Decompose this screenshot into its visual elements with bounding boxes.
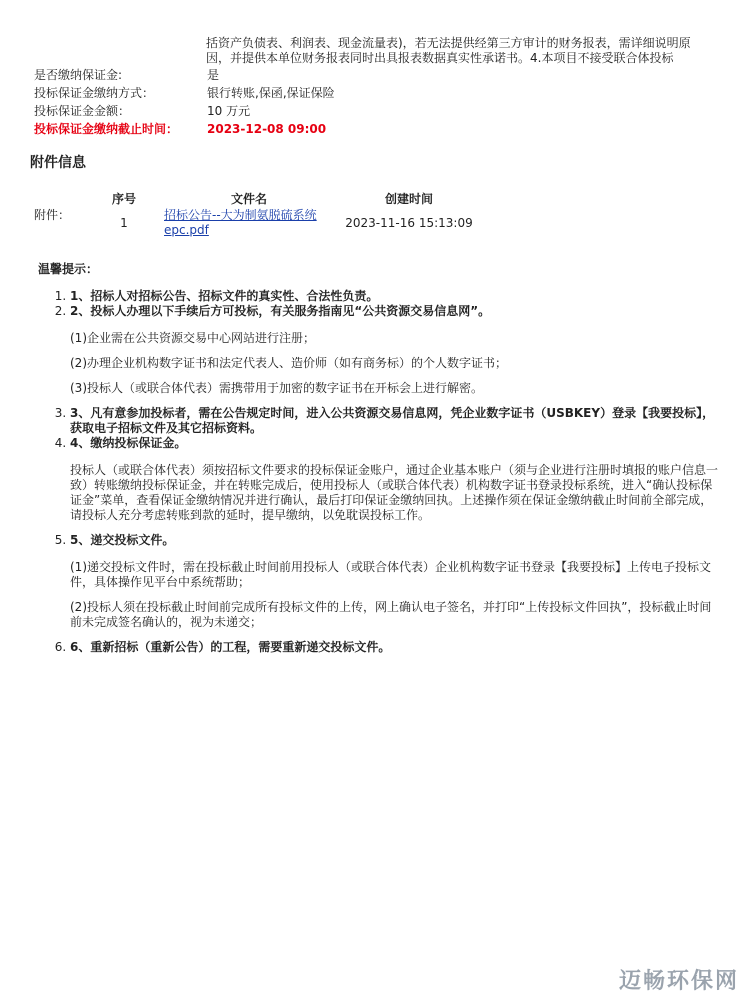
attachments-section-title: 附件信息 — [30, 155, 86, 171]
info-row-deposit-amount — [34, 104, 714, 120]
tips-sub: (1)企业需在公共资源交易中心网站进行注册； — [70, 331, 315, 345]
attachment-link[interactable]: 招标公告--大为制氨脱硫系统epc.pdf — [164, 208, 317, 237]
info-row-deposit-method — [34, 86, 714, 102]
info-value: 2023-12-08 09:00 — [207, 122, 327, 136]
tips-item-head: 1. 1、招标人对招标公告、招标文件的真实性、合法性负责。 — [70, 289, 379, 303]
attachments-label: 附件： — [34, 208, 71, 222]
tips-item-5 — [70, 533, 720, 630]
cell-no: 1 — [120, 216, 128, 230]
attachments-table — [84, 190, 484, 238]
info-continuation-text: 括资产负债表、利润表、现金流量表)，若无法提供经第三方审计的财务报表，需详细说明原因，并提供本单位财务报表同时出具报表数据真实性承诺书。4.本项目不接受联合体投标 — [206, 36, 691, 65]
info-row-deposit-required — [34, 68, 714, 84]
tips-sub: (2)投标人须在投标截止时间前完成所有投标文件的上传，网上确认电子签名，并打印“上传投标文件回执”，投标截止时间前未完成签名确认的，视为未递交； — [70, 600, 712, 629]
cell-time: 2023-11-16 15:13:09 — [345, 216, 473, 230]
table-row — [84, 208, 484, 238]
cell-name — [164, 208, 334, 238]
tips-title: 温馨提示： — [38, 262, 99, 276]
tips-item-3 — [70, 406, 720, 436]
tips-item-1 — [70, 289, 720, 304]
tips-item-head: 5. 5、递交投标文件。 — [70, 533, 175, 547]
watermark-logo: 迈畅环保网 — [618, 968, 739, 994]
tips-sub: 投标人（或联合体代表）须按招标文件要求的投标保证金账户，通过企业基本账户（须与企业进行注册时填报的账户信息一致）转账缴纳投标保证金，并在转账完成后，使用投标人（或联合体代表）机构数字证书登录投标系统，进入“确认投标保证金”菜单，查看保证金缴纳情况并进行确认，最后打印保证金缴纳回执。上述操作须在保证金缴纳截止时间前全部完成，请投标人充分考虑转账到款的延时，提早缴纳，以免耽误投标工作。 — [70, 463, 719, 522]
header-no: 序号 — [111, 191, 136, 206]
header-time: 创建时间 — [384, 191, 433, 206]
tips-sub: (1)递交投标文件时，需在投标截止时间前用投标人（或联合体代表）企业机构数字证书登录【我要投标】上传电子投标文件，具体操作见平台中系统帮助； — [70, 560, 712, 589]
tips-item-2 — [70, 304, 720, 396]
info-continuation — [206, 36, 706, 66]
tips-item-head: 6. 6、重新招标（重新公告）的工程，需要重新递交投标文件。 — [70, 640, 391, 654]
table-header-row — [84, 190, 484, 208]
tips-item-head: 4. 4、缴纳投标保证金。 — [70, 436, 187, 450]
tips-item-head: 3. 3、凡有意参加投标者，需在公告规定时间，进入公共资源交易信息网，凭企业数字证书（USBKEY）登录【我要投标】，获取电子招标文件及其它招标资料。 — [70, 406, 715, 435]
info-label: 投标保证金缴纳方式： — [34, 86, 155, 100]
info-value: 银行转账,保函,保证保险 — [207, 86, 335, 100]
info-value: 10 万元 — [207, 104, 251, 118]
header-name: 文件名 — [230, 191, 267, 206]
tips-item-6 — [70, 640, 720, 655]
tips-item-4 — [70, 436, 720, 523]
tips-sub: (2)办理企业机构数字证书和法定代表人、造价师（如有商务标）的个人数字证书； — [70, 356, 508, 370]
tips-list — [0, 289, 720, 655]
info-row-deposit-deadline — [34, 122, 714, 138]
info-label: 投标保证金金额： — [34, 104, 131, 118]
info-label: 是否缴纳保证金: — [34, 68, 123, 82]
info-label: 投标保证金缴纳截止时间： — [34, 122, 179, 136]
tips-item-head: 2. 2、投标人办理以下手续后方可投标，有关服务指南见“公共资源交易信息网”。 — [70, 304, 491, 318]
info-value: 是 — [207, 68, 220, 82]
tips-sub: (3)投标人（或联合体代表）需携带用于加密的数字证书在开标会上进行解密。 — [70, 381, 484, 395]
